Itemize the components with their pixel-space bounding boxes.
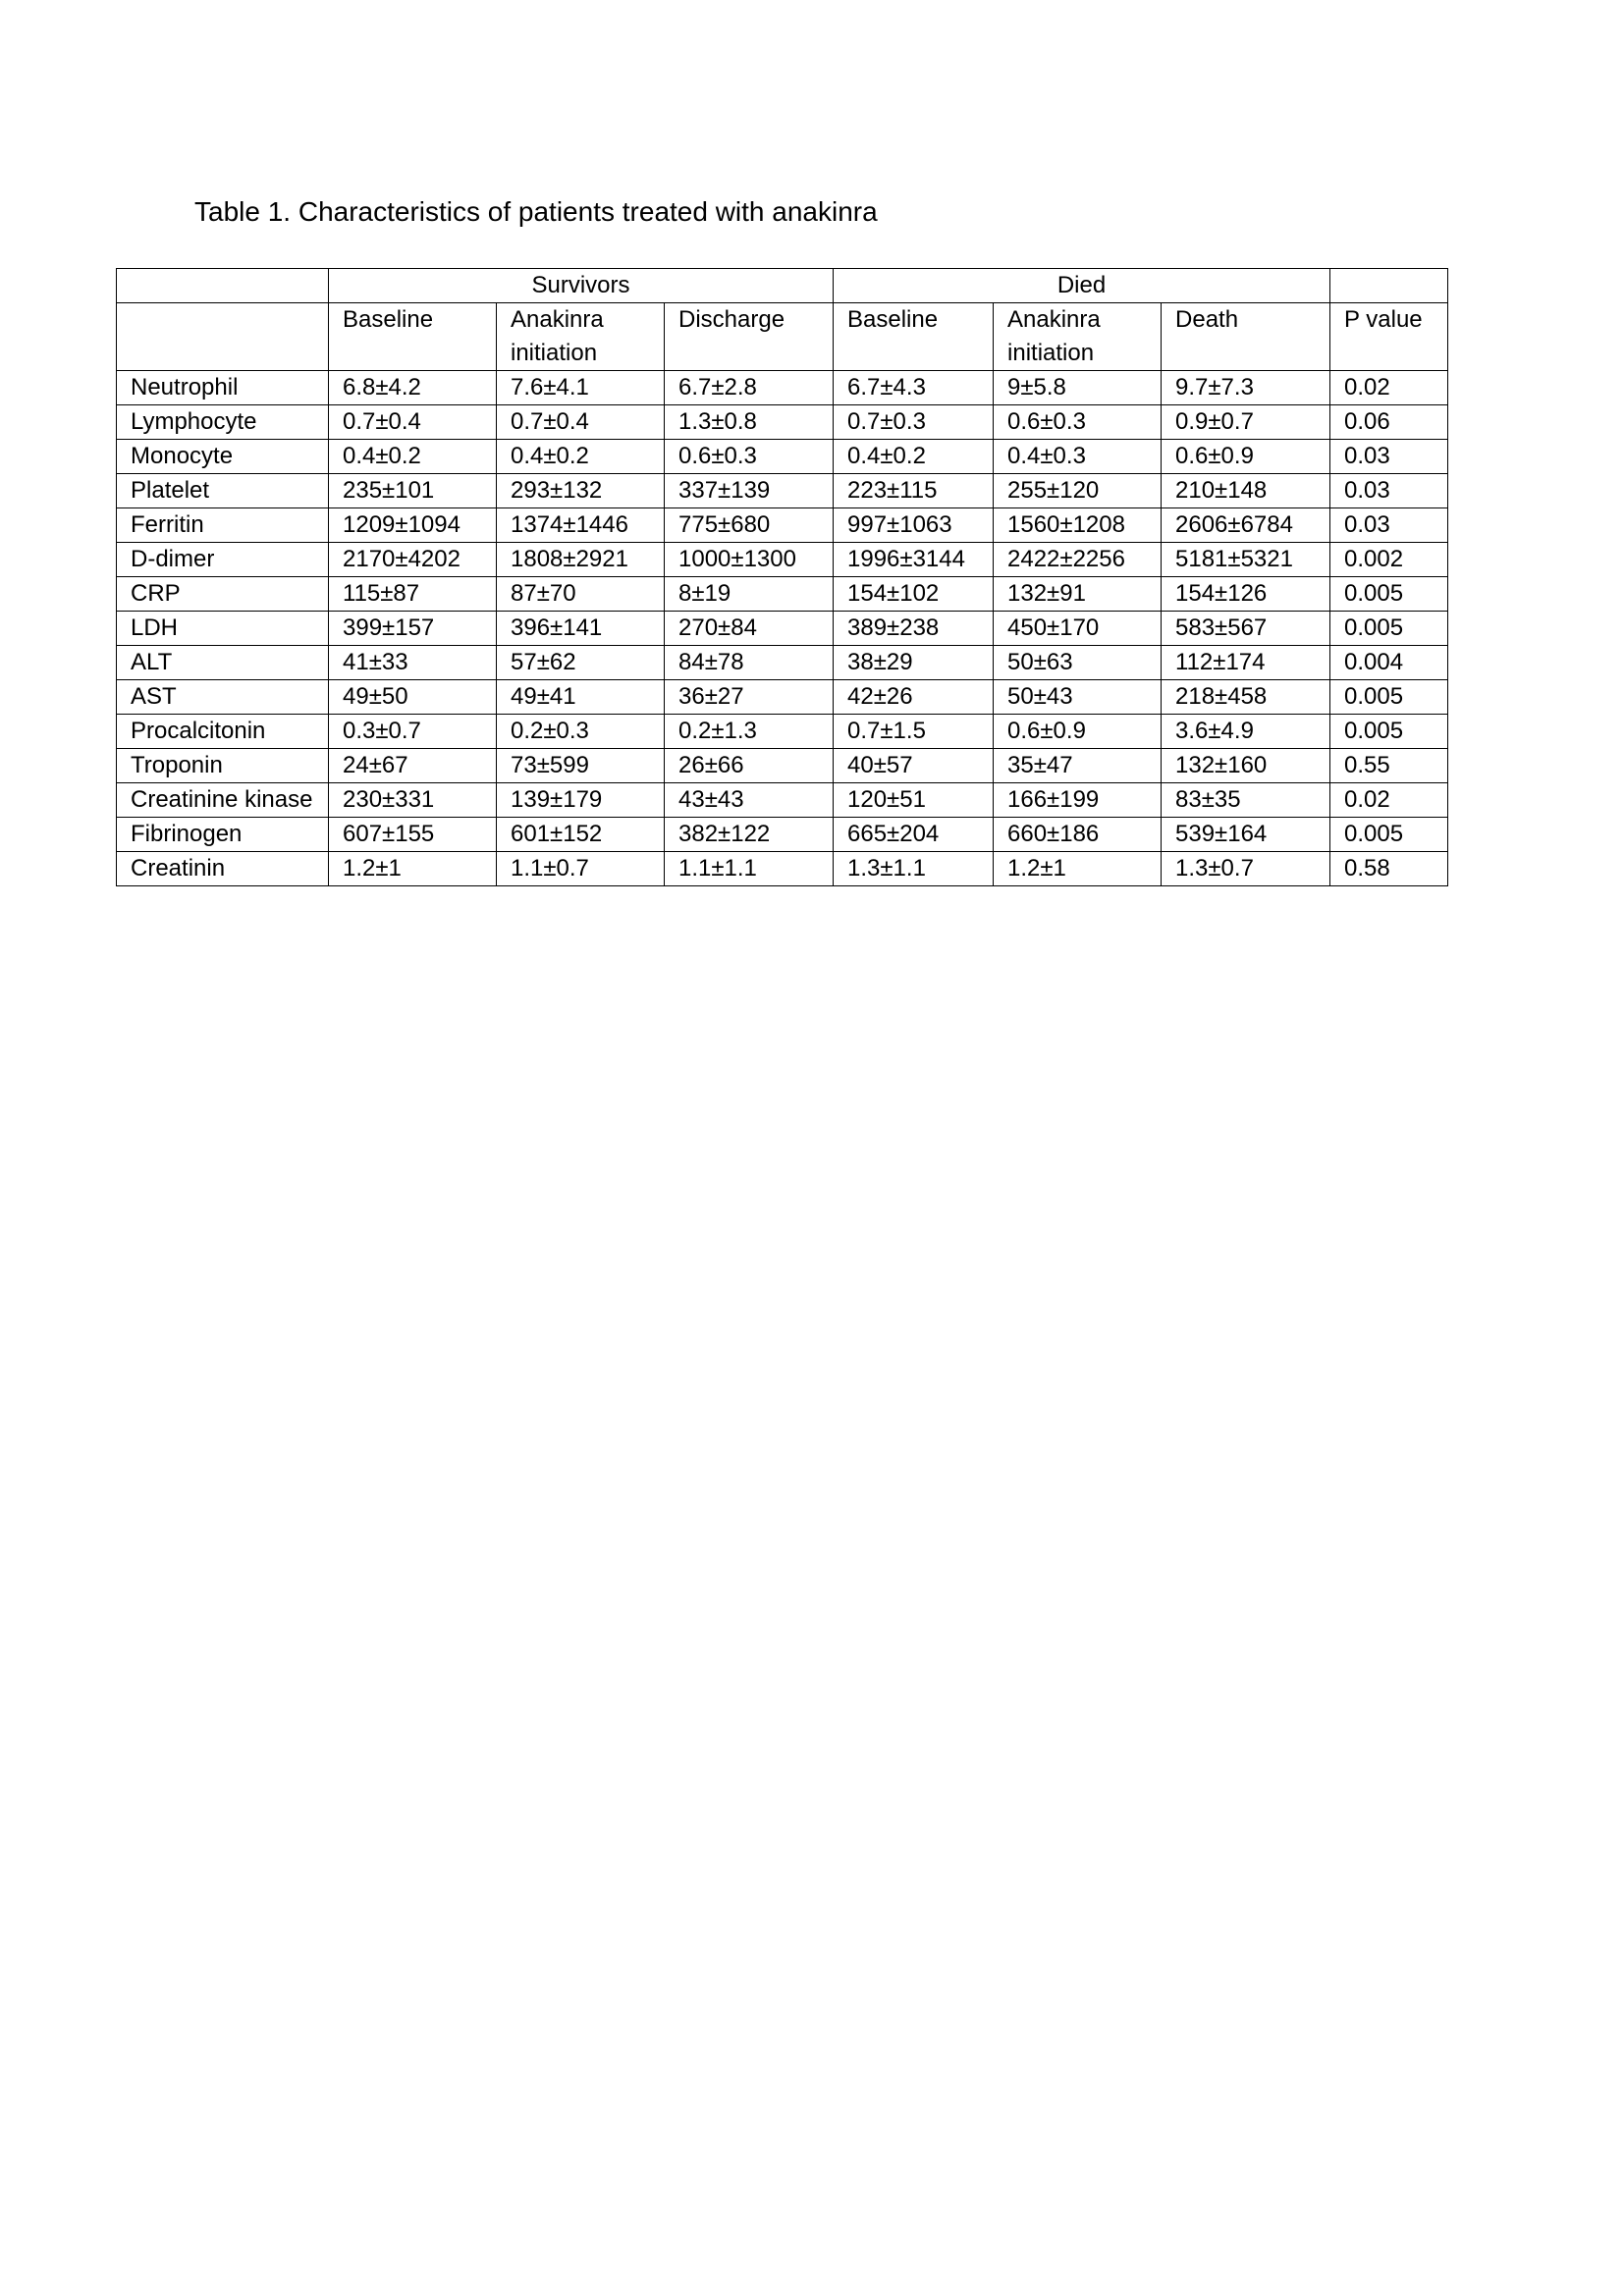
table-cell: 1.1±1.1 (665, 852, 834, 886)
table-cell: 6.7±2.8 (665, 371, 834, 405)
table-cell: 775±680 (665, 508, 834, 543)
table-cell: 132±160 (1162, 749, 1330, 783)
table-row (117, 612, 1448, 646)
table-cell: 154±126 (1162, 577, 1330, 612)
row-label: Platelet (117, 474, 329, 508)
row-label: Monocyte (117, 440, 329, 474)
table-row (117, 405, 1448, 440)
table-cell: 0.06 (1330, 405, 1448, 440)
table-cell: 49±50 (329, 680, 497, 715)
table-cell: 36±27 (665, 680, 834, 715)
table-cell: 235±101 (329, 474, 497, 508)
table-cell: 8±19 (665, 577, 834, 612)
column-header: Baseline (834, 303, 994, 371)
table-cell: 3.6±4.9 (1162, 715, 1330, 749)
table-cell: 1000±1300 (665, 543, 834, 577)
table-cell: 1.3±0.8 (665, 405, 834, 440)
row-label: D-dimer (117, 543, 329, 577)
table-cell: 73±599 (497, 749, 665, 783)
table-cell: 0.02 (1330, 783, 1448, 818)
table-cell: 115±87 (329, 577, 497, 612)
table-cell: 0.7±0.4 (497, 405, 665, 440)
table-cell: 57±62 (497, 646, 665, 680)
table-cell: 1.2±1 (329, 852, 497, 886)
table-cell: 1209±1094 (329, 508, 497, 543)
table-cell: 0.6±0.3 (994, 405, 1162, 440)
table-cell: 0.002 (1330, 543, 1448, 577)
table-cell: 1.1±0.7 (497, 852, 665, 886)
table-cell: 293±132 (497, 474, 665, 508)
table-cell: 1374±1446 (497, 508, 665, 543)
table-cell: 0.7±1.5 (834, 715, 994, 749)
column-header: Death (1162, 303, 1330, 371)
table-row (117, 646, 1448, 680)
table-cell: 997±1063 (834, 508, 994, 543)
table-row (117, 543, 1448, 577)
table-cell: 0.4±0.2 (834, 440, 994, 474)
table-row (117, 715, 1448, 749)
column-header: Baseline (329, 303, 497, 371)
table-cell: 399±157 (329, 612, 497, 646)
table-cell: 35±47 (994, 749, 1162, 783)
table-cell: 396±141 (497, 612, 665, 646)
column-header: P value (1330, 303, 1448, 371)
table-cell: 0.004 (1330, 646, 1448, 680)
table-cell: 0.4±0.2 (329, 440, 497, 474)
row-label: Procalcitonin (117, 715, 329, 749)
table-cell: 0.6±0.9 (1162, 440, 1330, 474)
column-header-row (117, 303, 1448, 371)
table-cell: 660±186 (994, 818, 1162, 852)
table-cell: 9±5.8 (994, 371, 1162, 405)
table-cell: 6.8±4.2 (329, 371, 497, 405)
table-cell: 223±115 (834, 474, 994, 508)
table-row (117, 783, 1448, 818)
table-cell: 84±78 (665, 646, 834, 680)
table-cell: 0.3±0.7 (329, 715, 497, 749)
table-cell: 132±91 (994, 577, 1162, 612)
table-cell: 40±57 (834, 749, 994, 783)
table-cell: 0.2±0.3 (497, 715, 665, 749)
table-cell: 0.02 (1330, 371, 1448, 405)
table-cell: 38±29 (834, 646, 994, 680)
table-cell: 0.9±0.7 (1162, 405, 1330, 440)
row-label: CRP (117, 577, 329, 612)
row-label: Creatinine kinase (117, 783, 329, 818)
table-cell: 0.7±0.4 (329, 405, 497, 440)
table-cell: 583±567 (1162, 612, 1330, 646)
table-cell: 49±41 (497, 680, 665, 715)
table-cell: 0.55 (1330, 749, 1448, 783)
table-row (117, 680, 1448, 715)
row-label: Ferritin (117, 508, 329, 543)
table-row (117, 818, 1448, 852)
table-cell: 83±35 (1162, 783, 1330, 818)
column-header: Anakinra initiation (994, 303, 1162, 371)
table-cell: 270±84 (665, 612, 834, 646)
row-label: AST (117, 680, 329, 715)
table-cell: 0.005 (1330, 680, 1448, 715)
table-cell: 382±122 (665, 818, 834, 852)
table-cell: 9.7±7.3 (1162, 371, 1330, 405)
table-row (117, 577, 1448, 612)
table-cell: 0.03 (1330, 440, 1448, 474)
table-cell: 112±174 (1162, 646, 1330, 680)
table-cell: 5181±5321 (1162, 543, 1330, 577)
table-cell: 0.005 (1330, 577, 1448, 612)
table-cell: 120±51 (834, 783, 994, 818)
table-cell: 139±179 (497, 783, 665, 818)
table-cell: 665±204 (834, 818, 994, 852)
table-row (117, 508, 1448, 543)
table-cell: 166±199 (994, 783, 1162, 818)
group-header-empty (1330, 269, 1448, 303)
table-row (117, 440, 1448, 474)
table-cell: 0.2±1.3 (665, 715, 834, 749)
table-cell: 7.6±4.1 (497, 371, 665, 405)
table-cell: 43±43 (665, 783, 834, 818)
table-cell: 0.4±0.3 (994, 440, 1162, 474)
row-label: Creatinin (117, 852, 329, 886)
table-cell: 0.005 (1330, 715, 1448, 749)
row-label: Neutrophil (117, 371, 329, 405)
column-header (117, 303, 329, 371)
table-cell: 24±67 (329, 749, 497, 783)
table-cell: 1560±1208 (994, 508, 1162, 543)
table-cell: 0.4±0.2 (497, 440, 665, 474)
table-cell: 450±170 (994, 612, 1162, 646)
row-label: Lymphocyte (117, 405, 329, 440)
table-cell: 0.6±0.9 (994, 715, 1162, 749)
table-cell: 154±102 (834, 577, 994, 612)
column-header: Discharge (665, 303, 834, 371)
table-cell: 210±148 (1162, 474, 1330, 508)
table-row (117, 371, 1448, 405)
table-cell: 87±70 (497, 577, 665, 612)
table-cell: 337±139 (665, 474, 834, 508)
table-cell: 1.3±1.1 (834, 852, 994, 886)
table-row (117, 474, 1448, 508)
table-cell: 2422±2256 (994, 543, 1162, 577)
table-cell: 601±152 (497, 818, 665, 852)
table-cell: 0.7±0.3 (834, 405, 994, 440)
table-cell: 1996±3144 (834, 543, 994, 577)
table-cell: 0.005 (1330, 612, 1448, 646)
table-cell: 2606±6784 (1162, 508, 1330, 543)
table-cell: 539±164 (1162, 818, 1330, 852)
table-cell: 50±43 (994, 680, 1162, 715)
table-cell: 0.6±0.3 (665, 440, 834, 474)
column-header: Anakinra initiation (497, 303, 665, 371)
table-cell: 218±458 (1162, 680, 1330, 715)
table-cell: 0.58 (1330, 852, 1448, 886)
row-label: LDH (117, 612, 329, 646)
group-header-died: Died (834, 269, 1330, 303)
table-cell: 230±331 (329, 783, 497, 818)
table-cell: 42±26 (834, 680, 994, 715)
table-cell: 41±33 (329, 646, 497, 680)
row-label: ALT (117, 646, 329, 680)
table-cell: 389±238 (834, 612, 994, 646)
table-cell: 1.3±0.7 (1162, 852, 1330, 886)
table-cell: 607±155 (329, 818, 497, 852)
row-label: Troponin (117, 749, 329, 783)
table-cell: 6.7±4.3 (834, 371, 994, 405)
group-header-survivors: Survivors (329, 269, 834, 303)
table-row (117, 852, 1448, 886)
table-body (117, 269, 1448, 886)
group-header-empty (117, 269, 329, 303)
group-header-row (117, 269, 1448, 303)
table-cell: 0.005 (1330, 818, 1448, 852)
table-cell: 50±63 (994, 646, 1162, 680)
table-cell: 0.03 (1330, 474, 1448, 508)
table-row (117, 749, 1448, 783)
characteristics-table (116, 268, 1448, 886)
table-caption: Table 1. Characteristics of patients treated with anakinra (194, 196, 878, 227)
table-cell: 1.2±1 (994, 852, 1162, 886)
table-cell: 255±120 (994, 474, 1162, 508)
table-cell: 0.03 (1330, 508, 1448, 543)
row-label: Fibrinogen (117, 818, 329, 852)
table-cell: 1808±2921 (497, 543, 665, 577)
table-cell: 2170±4202 (329, 543, 497, 577)
table-cell: 26±66 (665, 749, 834, 783)
